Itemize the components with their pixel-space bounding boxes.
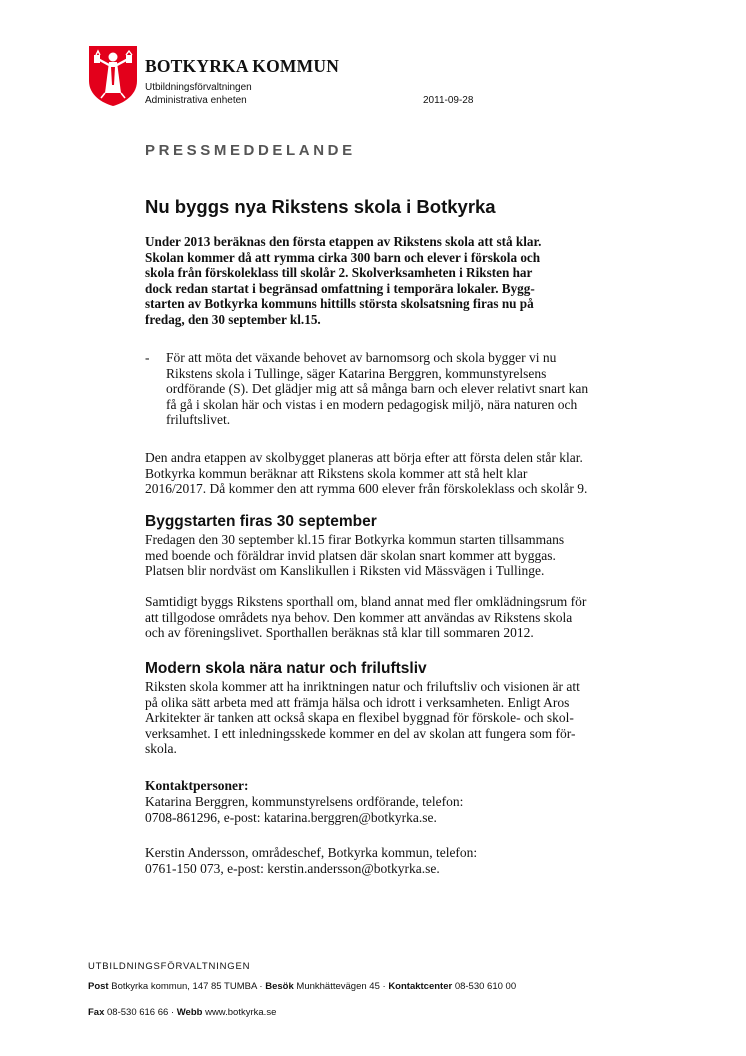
separator: · xyxy=(168,1007,177,1018)
contact-line: Katarina Berggren, kommunstyrelsens ordförande, telefon: xyxy=(145,794,464,809)
body-line: med boende och föräldrar invid platsen där skolan snart kommer att byggas. xyxy=(145,547,556,563)
lead-line: dock redan startat i begränsad omfattning i temporära lokaler. Bygg- xyxy=(145,280,535,296)
lead-paragraph xyxy=(145,234,665,328)
footer-address-line xyxy=(88,981,516,992)
body-line: att tillgodose områdets nya behov. Den kommer att användas av Rikstens skola xyxy=(145,609,573,625)
web-value[interactable]: www.botkyrka.se xyxy=(205,1007,277,1018)
contact-person xyxy=(145,794,665,825)
post-label: Post xyxy=(88,981,109,992)
separator: · xyxy=(256,981,266,992)
quote-line: få gå i skolan här och vistas i en modern pedagogisk miljö, nära naturen och xyxy=(166,396,578,412)
contact-line: 0761-150 073, e-post: kerstin.andersson@botkyrka.se. xyxy=(145,860,440,876)
quote-line: friluftslivet. xyxy=(166,412,231,428)
visit-value: Munkhättevägen 45 xyxy=(296,981,380,992)
lead-line: starten av Botkyrka kommuns hittills största skolsatsning firas nu på xyxy=(145,296,534,312)
lead-line: Skolan kommer då att rymma cirka 300 barn och elever i förskola och xyxy=(145,249,541,265)
separator: · xyxy=(379,981,389,992)
body-line: Den andra etappen av skolbygget planeras att börja efter att första delen står klar. xyxy=(145,450,583,465)
footer-title: UTBILDNINGSFÖRVALTNINGEN xyxy=(88,961,251,972)
body-line: och av föreningslivet. Sporthallen beräknas stå klar till sommaren 2012. xyxy=(145,625,534,641)
contact-center-label: Kontaktcenter xyxy=(388,981,453,992)
lead-line: Under 2013 beräknas den första etappen av Rikstens skola att stå klar. xyxy=(145,234,542,249)
web-label: Webb xyxy=(176,1007,203,1018)
quote-line: ordförande (S). Det glädjer mig att så många barn och elever relativt snart kan xyxy=(166,381,589,397)
section-heading: Modern skola nära natur och friluftsliv xyxy=(145,660,427,677)
body-line: skola. xyxy=(145,741,177,757)
footer-contact-line xyxy=(88,1007,276,1018)
body-line: Riksten skola kommer att ha inriktningen natur och friluftsliv och visionen är att xyxy=(145,679,580,694)
lead-line: fredag, den 30 september kl.15. xyxy=(145,311,321,327)
post-value: Botkyrka kommun, 147 85 TUMBA xyxy=(111,981,257,992)
quote-dash: - xyxy=(145,350,150,365)
coat-of-arms-icon xyxy=(88,45,138,107)
body-line: Samtidigt byggs Rikstens sporthall om, bland annat med fler omklädningsrum för xyxy=(145,594,587,609)
contact-line: Kerstin Andersson, områdeschef, Botkyrka kommun, telefon: xyxy=(145,845,478,860)
body-paragraph xyxy=(145,594,665,641)
contact-person xyxy=(145,845,665,876)
fax-label: Fax xyxy=(88,1007,105,1018)
contact-line: 0708-861296, e-post: katarina.berggren@botkyrka.se. xyxy=(145,809,437,825)
visit-label: Besök xyxy=(265,981,294,992)
body-paragraph xyxy=(145,679,665,757)
quote-line: Rikstens skola i Tullinge, säger Katarina Berggren, kommunstyrelsens xyxy=(166,365,547,381)
quote-paragraph xyxy=(166,350,666,428)
contacts-heading: Kontaktpersoner: xyxy=(145,778,249,793)
headline: Nu byggs nya Rikstens skola i Botkyrka xyxy=(145,196,496,217)
document-date: 2011-09-28 xyxy=(423,95,474,106)
body-line: verksamhet. I ett inledningsskede kommer en del av skolan att fungera som för- xyxy=(145,725,576,741)
body-line: Fredagen den 30 september kl.15 firar Botkyrka kommun starten tillsammans xyxy=(145,532,565,547)
quote-line: För att möta det växande behovet av barnomsorg och skola bygger vi nu xyxy=(166,350,557,365)
unit-name: Administrativa enheten xyxy=(145,95,247,106)
body-line: Arkitekter är tanken att också skapa en flexibel byggnad för förskole- och skol- xyxy=(145,710,574,726)
press-release-label: PRESSMEDDELANDE xyxy=(145,142,356,159)
lead-line: skola från förskoleklass till skolår 2. Skolverksamheten i Riksten har xyxy=(145,265,533,281)
body-line: Botkyrka kommun beräknar att Rikstens skola kommer att stå helt klar xyxy=(145,465,528,481)
body-paragraph xyxy=(145,532,665,579)
body-line: Platsen blir nordväst om Kanslikullen i Riksten vid Mässvägen i Tullinge. xyxy=(145,563,545,579)
body-paragraph xyxy=(145,450,665,497)
department-name: Utbildningsförvaltningen xyxy=(145,82,252,93)
body-line: 2016/2017. Då kommer den att rymma 600 elever från förskoleklass och skolår 9. xyxy=(145,481,588,497)
section-heading: Byggstarten firas 30 september xyxy=(145,513,377,530)
org-name: BOTKYRKA KOMMUN xyxy=(145,56,340,76)
body-line: på olika sätt arbeta med att främja hälsa och idrott i verksamheten. Enligt Aros xyxy=(145,694,570,710)
contact-center-value: 08-530 610 00 xyxy=(454,981,517,992)
fax-value: 08-530 616 66 xyxy=(107,1007,169,1018)
